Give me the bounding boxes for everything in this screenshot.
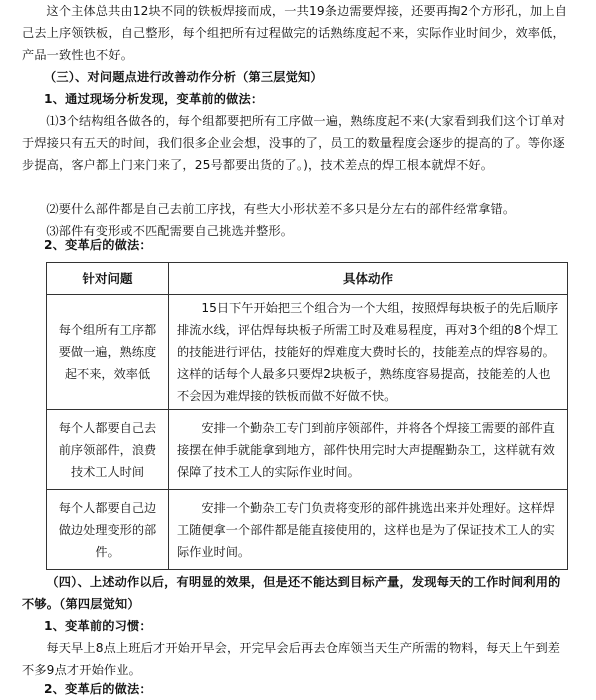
section4-heading: （四）、上述动作以后，有明显的效果，但是还不能达到目标产量，发现每天的工作时间利用的不够。（第四层觉知） xyxy=(22,575,561,611)
table-header-problem: 针对问题 xyxy=(47,263,169,295)
table-cell-problem: 每个人都要自己边做边处理变形的部件。 xyxy=(47,490,169,570)
table-cell-action: 15日下午开始把三个组合为一个大组，按照焊每块板子的先后顺序排流水线，评估焊每块板子所需工时及难易程度，再对3个组的8个焊工的技能进行评估，技能好的焊难度大费时长的，技能差点的焊容易的。这样的话每个人最多只要焊2块板子，熟练度容易提高，技能差的人也不会因为难焊接的铁板而做不好做不快。 xyxy=(169,295,568,410)
table-header-action: 具体动作 xyxy=(169,263,568,295)
section4-after-heading: 2、变革后的做法： xyxy=(44,682,152,696)
section3-heading: （三）、对问题点进行改善动作分析（第三层觉知） xyxy=(44,70,323,84)
section3-after-heading: 2、变革后的做法： xyxy=(44,238,152,252)
table-header-row xyxy=(47,263,568,295)
intro-paragraph: 这个主体总共由12块不同的铁板焊接而成，一共19条边需要焊接，还要再掏2个方形孔，加上自己去上序领铁板，自己整形，每个组把所有过程做完的话熟练度起不来，实际作业时间少，效率低，产品一致性也不好。 xyxy=(22,4,568,62)
section3-point3: ⑶部件有变形或不匹配需要自己挑选并整形。 xyxy=(46,224,294,238)
section4-before-text: 每天早上8点上班后才开始开早会，开完早会后再去仓库领当天生产所需的物料，每天上午到差不多9点才开始作业。 xyxy=(22,641,561,677)
table-cell-problem: 每个组所有工序都要做一遍，熟练度起不来，效率低 xyxy=(47,295,169,410)
table-row xyxy=(47,410,568,490)
section3-point1: ⑴3个结构组各做各的，每个组都要把所有工序做一遍，熟练度起不来(大家看到我们这个订单对于焊接只有五天的时间，我们很多企业会想，没事的了，员工的数量程度会逐步的提高的了。等你逐步提高，客户都上门来门来了，25号都要出货的了。)，技术差点的焊工根本就焊不好。 xyxy=(22,114,566,172)
table-cell-action: 安排一个勤杂工专门负责将变形的部件挑选出来并处理好。这样焊工随便拿一个部件都是能直接使用的，这样也是为了保证技术工人的实际作业时间。 xyxy=(169,490,568,570)
section3-before-heading: 1、通过现场分析发现，变革前的做法： xyxy=(44,92,264,106)
improvement-actions-table xyxy=(46,262,568,570)
table-cell-action: 安排一个勤杂工专门到前序领部件，并将各个焊接工需要的部件直接摆在伸手就能拿到地方，部件快用完时大声提醒勤杂工，这样就有效保障了技术工人的实际作业时间。 xyxy=(169,410,568,490)
table-row xyxy=(47,490,568,570)
section3-point2: ⑵要什么部件都是自己去前工序找，有些大小形状差不多只是分左右的部件经常拿错。 xyxy=(46,202,516,216)
table-cell-problem: 每个人都要自己去前序领部件，浪费技术工人时间 xyxy=(47,410,169,490)
table-row xyxy=(47,295,568,410)
section4-before-heading: 1、变革前的习惯： xyxy=(44,619,152,633)
